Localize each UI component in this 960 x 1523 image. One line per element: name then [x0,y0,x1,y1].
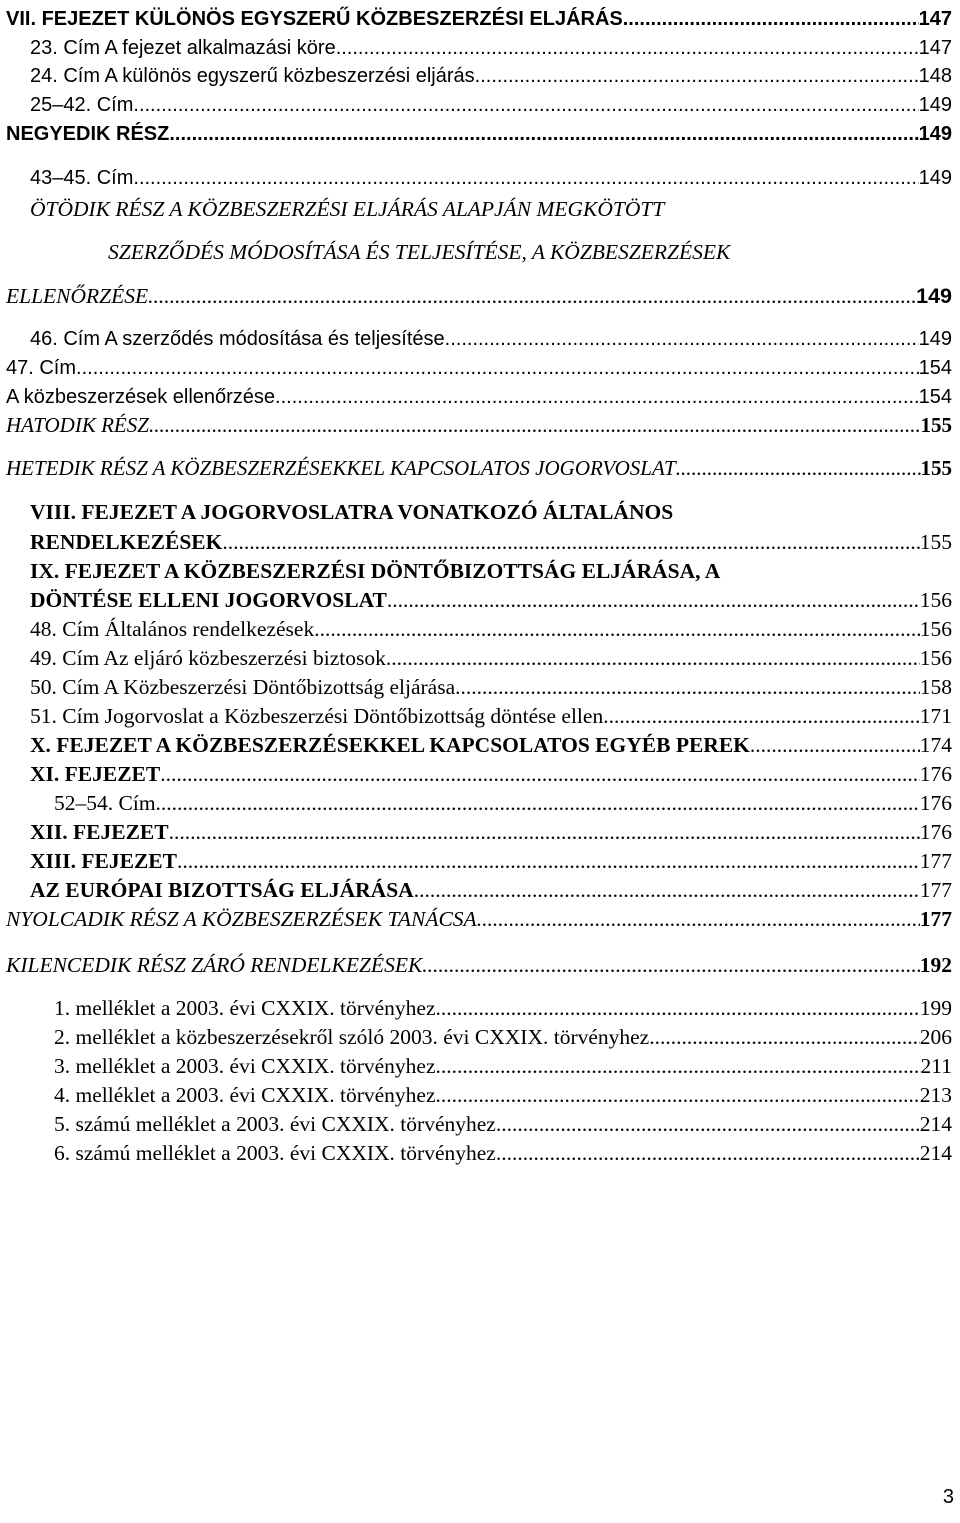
dot-leader [314,617,920,641]
toc-entry[interactable] [30,704,952,728]
toc-entry-label: 52–54. Cím [54,791,156,815]
toc-entry-label: AZ EURÓPAI BIZOTTSÁG ELJÁRÁSA [30,878,414,902]
dot-leader [222,530,919,554]
toc-entry-page: 177 [919,907,952,931]
dot-leader [160,762,920,786]
dot-leader [133,166,918,190]
toc-entry[interactable] [6,356,952,380]
toc-entry[interactable] [54,1141,952,1165]
dot-leader [623,7,919,31]
toc-entry-page: 147 [918,37,952,59]
toc-entry[interactable] [30,64,952,88]
toc-entry-page: 156 [919,588,952,612]
toc-entry-label: 50. Cím A Közbeszerzési Döntőbizottság eljárása [30,675,456,699]
page-number: 3 [942,1486,954,1508]
toc-entry-page: 177 [919,878,952,902]
toc-entry[interactable] [6,907,952,931]
toc-entry-page: 154 [918,386,952,408]
toc-entry-label: 3. melléklet a 2003. évi CXXIX. törvényhez [54,1054,436,1078]
toc-entry[interactable] [6,284,952,308]
toc-entry-page: 213 [919,1083,952,1107]
toc-entry-page: 156 [919,646,952,670]
dot-leader [336,36,919,60]
toc-entry-label: 47. Cím [6,357,77,379]
toc-entry-page: 177 [919,849,952,873]
dot-leader [169,122,918,146]
toc-entry[interactable] [30,849,952,873]
toc-entry-page: 176 [919,791,952,815]
toc-entry-page: 154 [918,357,952,379]
toc-entry[interactable] [30,93,952,117]
toc-entry-page: 155 [920,413,952,437]
toc-entry[interactable] [30,762,952,786]
toc-entry[interactable] [30,36,952,60]
dot-leader [387,588,920,612]
toc-entry-label: KILENCEDIK RÉSZ ZÁRÓ RENDELKEZÉSEK [6,953,423,977]
toc-entry-page: 192 [919,953,952,977]
toc-entry-page: 156 [919,617,952,641]
toc-entry-label: HETEDIK RÉSZ A KÖZBESZERZÉSEKKEL KAPCSOLATOS JOGORVOSLAT [6,456,676,480]
toc-entry-label-line: VIII. FEJEZET A JOGORVOSLATRA VONATKOZÓ ÁLTALÁNOS [30,500,674,524]
toc-entry-label: 43–45. Cím [30,167,134,189]
toc-entry[interactable] [30,878,952,902]
dot-leader [156,791,920,815]
dot-leader [177,849,920,873]
toc-entry[interactable] [6,7,952,31]
dot-leader [436,1083,920,1107]
toc-entry-page: 149 [918,167,952,189]
dot-leader [496,1112,920,1136]
toc-entry-page: 174 [919,733,952,757]
toc-entry-page: 214 [919,1112,952,1136]
toc-entry[interactable] [54,791,952,815]
toc-entry-label: DÖNTÉSE ELLENI JOGORVOSLAT [30,588,387,612]
toc-entry[interactable] [54,996,952,1020]
toc-entry-page: 149 [916,284,952,308]
toc-entry[interactable] [30,820,952,844]
dot-leader [436,996,920,1020]
toc-entry-label: 51. Cím Jogorvoslat a Közbeszerzési Döntőbizottság döntése ellen [30,704,604,728]
toc-entry-page: 206 [919,1025,952,1049]
dot-leader [676,456,921,480]
toc-entry[interactable] [6,385,952,409]
toc-entry-page: 147 [918,8,952,30]
toc-entry-label: XII. FEJEZET [30,820,169,844]
toc-entry-label: 46. Cím A szerződés módosítása és teljesítése [30,328,445,350]
toc-entry[interactable] [30,588,952,612]
toc-entry-label-line: ÖTÖDIK RÉSZ A KÖZBESZERZÉSI ELJÁRÁS ALAPJÁN MEGKÖTÖTT [30,197,665,221]
toc-entry[interactable] [54,1025,952,1049]
toc-entry-label: X. FEJEZET A KÖZBESZERZÉSEKKEL KAPCSOLATOS EGYÉB PEREK [30,733,750,757]
toc-entry-page: 148 [918,65,952,87]
toc-entry-page: 176 [919,762,952,786]
toc-entry-page: 155 [919,530,952,554]
toc-entry-label-line: SZERZŐDÉS MÓDOSÍTÁSA ÉS TELJESÍTÉSE, A KÖZBESZERZÉSEK [108,240,731,264]
toc-entry-label: NYOLCADIK RÉSZ A KÖZBESZERZÉSEK TANÁCSA [6,907,477,931]
toc-entry-page: 171 [919,704,952,728]
toc-entry-page: 149 [918,328,952,350]
toc-entry-label: 23. Cím A fejezet alkalmazási köre [30,37,336,59]
dot-leader [436,1054,921,1078]
toc-entry[interactable] [30,166,952,190]
toc-entry-label: ELLENŐRZÉSE [6,284,149,308]
dot-leader [475,64,919,88]
toc-entry-label: 4. melléklet a 2003. évi CXXIX. törvényhez [54,1083,436,1107]
dot-leader [455,675,920,699]
dot-leader [422,953,919,977]
toc-entry-label: RENDELKEZÉSEK [30,530,223,554]
toc-entry-page: 149 [918,94,952,116]
toc-entry[interactable] [30,530,952,554]
toc-entry[interactable] [6,122,952,146]
toc-entry-page: 149 [918,123,952,145]
toc-entry-label: A közbeszerzések ellenőrzése [6,386,276,408]
toc-entry[interactable] [30,327,952,351]
toc-entry[interactable] [30,617,952,641]
dot-leader [149,413,921,437]
dot-leader [477,907,920,931]
dot-leader [603,704,920,728]
toc-entry-label: 24. Cím A különös egyszerű közbeszerzési eljárás [30,65,475,87]
toc-entry[interactable] [6,456,952,480]
toc-entry[interactable] [54,1083,952,1107]
toc-entry-label: 49. Cím Az eljáró közbeszerzési biztosok [30,646,386,670]
dot-leader [76,356,919,380]
toc-entry-page: 214 [919,1141,952,1165]
toc-entry-label: 1. melléklet a 2003. évi CXXIX. törvényhez [54,996,436,1020]
dot-leader [169,820,920,844]
dot-leader [649,1025,920,1049]
toc-entry-label: XIII. FEJEZET [30,849,177,873]
toc-entry-page: 155 [920,456,952,480]
toc-entry-label: HATODIK RÉSZ [6,413,149,437]
toc-entry-label-line: IX. FEJEZET A KÖZBESZERZÉSI DÖNTŐBIZOTTSÁG ELJÁRÁSA, A [30,559,721,583]
toc-entry[interactable] [30,646,952,670]
dot-leader [750,733,920,757]
dot-leader [445,327,919,351]
toc-entry-label: 6. számú melléklet a 2003. évi CXXIX. törvényhez [54,1141,496,1165]
toc-entry-label: XI. FEJEZET [30,762,161,786]
toc-entry[interactable] [30,733,952,757]
toc-entry[interactable] [6,953,952,977]
dot-leader [386,646,920,670]
dot-leader [414,878,920,902]
toc-entry[interactable] [54,1112,952,1136]
dot-leader [148,284,916,308]
dot-leader [133,93,918,117]
toc-entry[interactable] [54,1054,952,1078]
toc-entry-label: VII. FEJEZET KÜLÖNÖS EGYSZERŰ KÖZBESZERZÉSI ELJÁRÁS [6,8,623,30]
dot-leader [496,1141,920,1165]
toc-entry-page: 199 [919,996,952,1020]
dot-leader [275,385,919,409]
toc-entry-page: 158 [919,675,952,699]
toc-entry[interactable] [6,413,952,437]
toc-entry-page: 211 [920,1054,952,1078]
toc-entry[interactable] [30,675,952,699]
toc-entry-page: 176 [919,820,952,844]
toc-entry-label: 2. melléklet a közbeszerzésekről szóló 2003. évi CXXIX. törvényhez [54,1025,650,1049]
toc-entry-label: 25–42. Cím [30,94,134,116]
toc-entry-label: 48. Cím Általános rendelkezések [30,617,315,641]
toc-entry-label: 5. számú melléklet a 2003. évi CXXIX. törvényhez [54,1112,496,1136]
toc-entry-label: NEGYEDIK RÉSZ [6,123,170,145]
